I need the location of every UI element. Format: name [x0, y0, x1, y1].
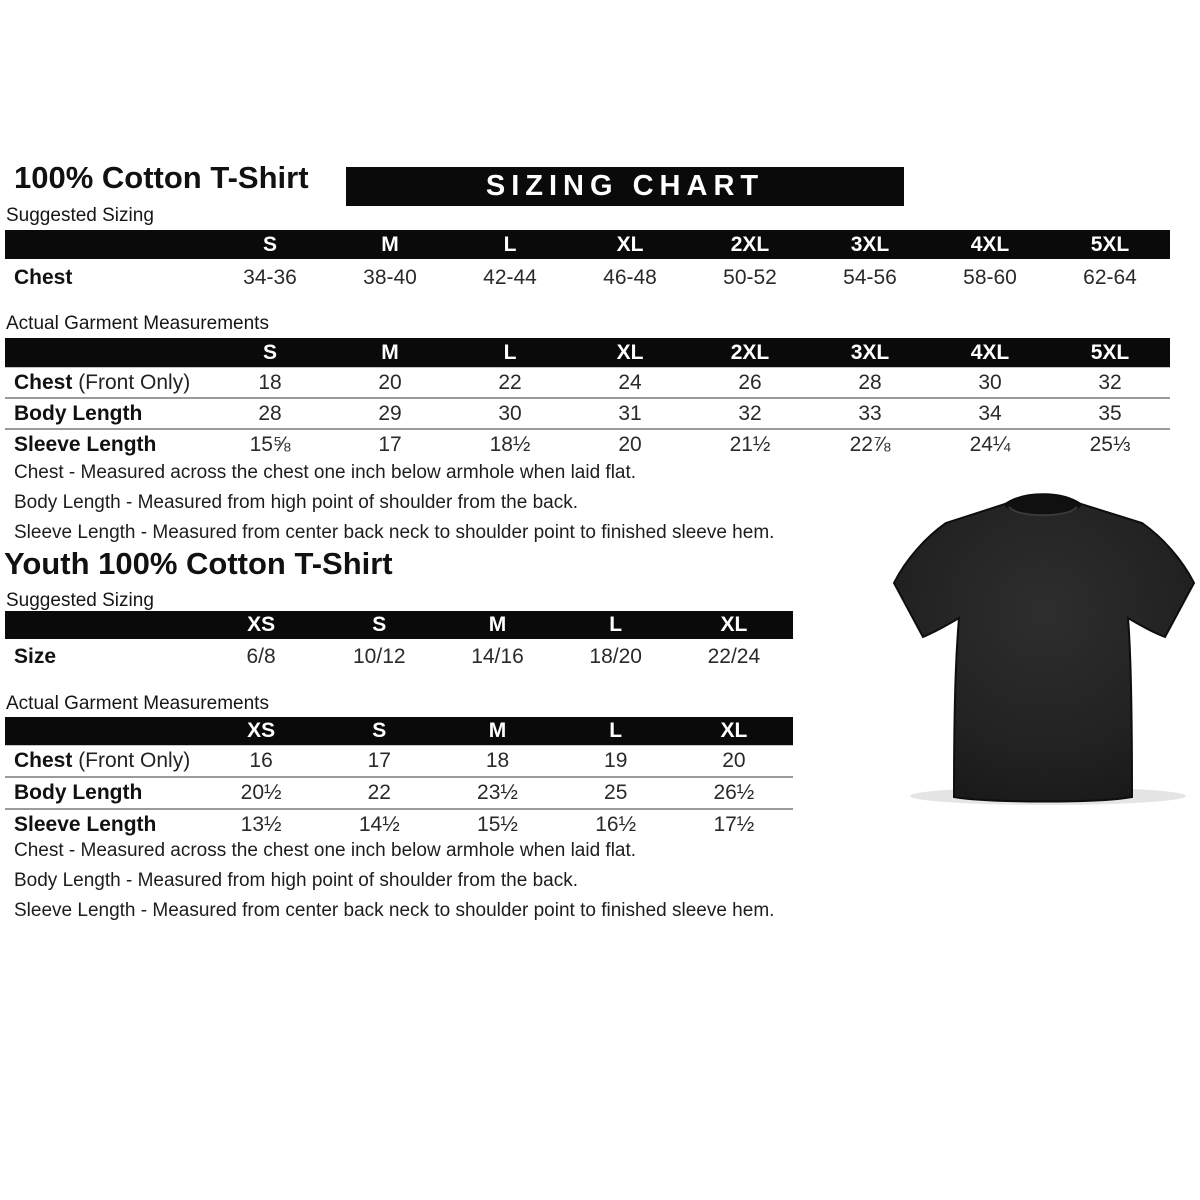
- cell: 35: [1098, 401, 1122, 425]
- cell: 22: [367, 781, 391, 804]
- row-label: Body Length: [14, 781, 143, 804]
- column-header: XL: [720, 613, 748, 636]
- column-header: M: [488, 719, 507, 742]
- cell: 33: [858, 401, 882, 425]
- column-header: M: [488, 613, 507, 636]
- column-header: XS: [247, 613, 276, 636]
- cell: 16½: [595, 813, 637, 836]
- youth-measurements-header-row: [5, 717, 793, 745]
- cell: 16: [249, 749, 273, 772]
- black-tshirt-photo: [888, 490, 1200, 808]
- note-line: Chest - Measured across the chest one inch below armhole when laid flat.: [14, 840, 637, 861]
- cell: 38-40: [363, 266, 417, 289]
- cell: 58-60: [963, 266, 1017, 289]
- cell: 26: [738, 370, 762, 394]
- cell: 21½: [729, 432, 771, 456]
- row-label: Chest (Front Only): [14, 749, 191, 772]
- note-line: Body Length - Measured from high point of shoulder from the back.: [14, 492, 578, 513]
- cell: 54-56: [843, 266, 897, 289]
- adult-measurements-label: Actual Garment Measurements: [6, 313, 269, 334]
- adult-suggested-table: [5, 230, 1170, 297]
- sizing-chart-banner: [346, 167, 904, 206]
- cell: 20½: [240, 781, 282, 804]
- cell: 46-48: [603, 266, 657, 289]
- row-label: Size: [14, 645, 57, 668]
- adult-suggested-header-row: [5, 230, 1170, 259]
- column-header: XS: [247, 719, 276, 742]
- column-header: XL: [616, 232, 644, 256]
- cell: 22: [498, 370, 522, 394]
- column-header: 3XL: [850, 340, 890, 364]
- column-header: 3XL: [850, 232, 890, 256]
- cell: 22⅞: [849, 432, 891, 456]
- table-row: [5, 639, 793, 675]
- adult-measurements-table: [5, 338, 1170, 459]
- cell: 32: [1098, 370, 1122, 394]
- table-row: [5, 367, 1170, 397]
- cell: 18/20: [589, 645, 642, 668]
- column-header: M: [381, 232, 399, 256]
- cell: 17: [367, 749, 391, 772]
- cell: 32: [738, 401, 762, 425]
- cell: 31: [618, 401, 642, 425]
- row-label: Body Length: [14, 401, 143, 425]
- cell: 19: [604, 749, 628, 772]
- youth-suggested-table: [5, 611, 793, 675]
- column-header: 5XL: [1090, 232, 1130, 256]
- cell: 26½: [713, 781, 755, 804]
- youth-suggested-label: Suggested Sizing: [6, 590, 154, 611]
- youth-suggested-header-row: [5, 611, 793, 639]
- cell: 18½: [489, 432, 531, 456]
- cell: 34: [978, 401, 1002, 425]
- cell: 23½: [477, 781, 518, 804]
- column-header: 2XL: [730, 340, 770, 364]
- column-header: S: [262, 340, 277, 364]
- adult-title: 100% Cotton T-Shirt: [14, 160, 309, 195]
- cell: 17: [378, 432, 402, 456]
- cell: 25⅓: [1089, 432, 1131, 456]
- column-header: 2XL: [730, 232, 770, 256]
- column-header: S: [372, 719, 387, 742]
- cell: 10/12: [353, 645, 406, 668]
- column-header: 4XL: [970, 340, 1010, 364]
- cell: 24¼: [969, 432, 1011, 456]
- column-header: 5XL: [1090, 340, 1130, 364]
- youth-notes: [14, 836, 774, 926]
- cell: 18: [485, 749, 510, 772]
- row-label: Sleeve Length: [14, 432, 157, 456]
- cell: 20: [722, 749, 746, 772]
- cell: 30: [498, 401, 522, 425]
- column-header: S: [262, 232, 277, 256]
- note-line: Sleeve Length - Measured from center back neck to shoulder point to finished sleeve hem.: [14, 900, 775, 921]
- cell: 14/16: [471, 645, 524, 668]
- youth-measurements-label: Actual Garment Measurements: [6, 693, 269, 714]
- column-header: XL: [616, 340, 644, 364]
- row-label: Chest (Front Only): [14, 370, 191, 394]
- tshirt-illustration: [888, 490, 1200, 808]
- cell: 30: [978, 370, 1002, 394]
- shirt-body: [894, 496, 1194, 802]
- column-header: L: [609, 719, 623, 742]
- cell: 28: [258, 401, 282, 425]
- row-label: Chest: [14, 266, 73, 289]
- youth-title: Youth 100% Cotton T-Shirt: [4, 546, 393, 581]
- table-row: [5, 776, 793, 808]
- cell: 28: [858, 370, 882, 394]
- cell: 17½: [713, 813, 755, 836]
- cell: 15⅝: [249, 432, 291, 456]
- note-line: Body Length - Measured from high point of shoulder from the back.: [14, 870, 578, 891]
- table-row: [5, 428, 1170, 459]
- note-line: Sleeve Length - Measured from center back neck to shoulder point to finished sleeve hem.: [14, 522, 775, 543]
- cell: 22/24: [707, 645, 761, 668]
- table-row: [5, 745, 793, 776]
- cell: 6/8: [246, 645, 276, 668]
- column-header: XL: [720, 719, 748, 742]
- cell: 13½: [240, 813, 282, 836]
- cell: 62-64: [1083, 266, 1137, 289]
- cell: 50-52: [723, 266, 777, 289]
- adult-notes: [14, 458, 774, 548]
- cell: 20: [378, 370, 402, 394]
- note-line: Chest - Measured across the chest one inch below armhole when laid flat.: [14, 462, 637, 483]
- cell: 24: [618, 370, 642, 394]
- column-header: M: [381, 340, 399, 364]
- cell: 20: [618, 432, 642, 456]
- table-row: [5, 397, 1170, 428]
- adult-suggested-label: Suggested Sizing: [6, 205, 154, 226]
- column-header: L: [503, 340, 517, 364]
- column-header: S: [372, 613, 387, 636]
- sizing-chart-banner-text: SIZING CHART: [485, 170, 765, 202]
- cell: 42-44: [483, 266, 537, 289]
- table-row: [5, 259, 1170, 297]
- cell: 25: [604, 781, 628, 804]
- column-header: 4XL: [970, 232, 1010, 256]
- cell: 18: [258, 370, 282, 394]
- youth-measurements-table: [5, 717, 793, 840]
- column-header: L: [503, 232, 517, 256]
- cell: 14½: [358, 813, 400, 836]
- cell: 15½: [477, 813, 518, 836]
- column-header: L: [609, 613, 623, 636]
- cell: 29: [378, 401, 402, 425]
- row-label: Sleeve Length: [14, 813, 157, 836]
- adult-measurements-header-row: [5, 338, 1170, 367]
- cell: 34-36: [243, 266, 297, 289]
